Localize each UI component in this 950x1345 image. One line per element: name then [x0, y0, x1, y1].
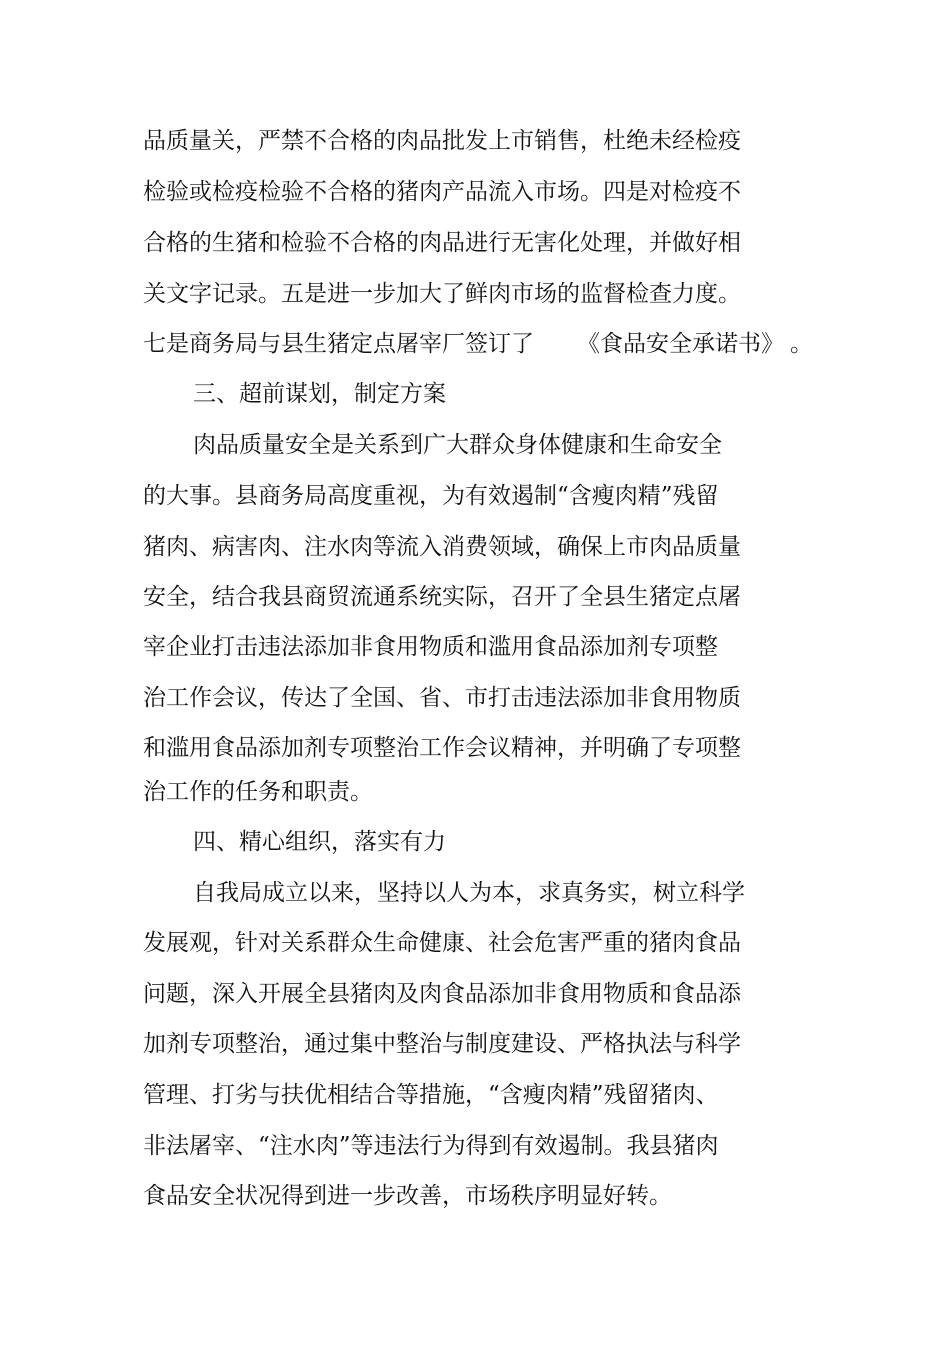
text-line: 品质量关，严禁不合格的肉品批发上市销售，杜绝未经检疫 [143, 128, 741, 154]
paragraph-start: 肉品质量安全是关系到广大群众身体健康和生命安全 [193, 432, 722, 458]
text-line: 加剂专项整治，通过集中整治与制度建设、严格执法与科学 [143, 1031, 741, 1057]
text-line: 安全，结合我县商贸流通系统实际，召开了全县生猪定点屠 [143, 584, 741, 610]
text-line: 检验或检疫检验不合格的猪肉产品流入市场。四是对检疫不 [143, 179, 741, 205]
text-line: 的大事。县商务局高度重视，为有效遏制“含瘦肉精”残留 [143, 483, 719, 509]
text-line: 问题，深入开展全县猪肉及肉食品添加非食用物质和食品添 [143, 981, 741, 1007]
text-line: 和滥用食品添加剂专项整治工作会议精神，并明确了专项整 [143, 735, 741, 761]
section-heading-3: 三、超前谋划，制定方案 [193, 381, 446, 407]
period-mark: 。 [790, 331, 813, 357]
paragraph-start: 自我局成立以来，坚持以人为本，求真务实，树立科学 [193, 880, 745, 906]
text-line: 宰企业打击违法添加非食用物质和滥用食品添加剂专项整 [143, 634, 718, 660]
text-line: 发展观，针对关系群众生命健康、社会危害严重的猪肉食品 [143, 930, 741, 956]
section-heading-4: 四、精心组织，落实有力 [193, 829, 446, 855]
text-line: 关文字记录。五是进一步加大了鲜肉市场的监督检查力度。 [143, 281, 741, 307]
text-segment: 七是商务局与县生猪定点屠宰厂签订了 [143, 331, 534, 357]
text-line: 合格的生猪和检验不合格的肉品进行无害化处理，并做好相 [143, 230, 741, 256]
book-title: 《食品安全承诺书》 [577, 331, 784, 357]
text-line: 治工作会议，传达了全国、省、市打击违法添加非食用物质 [143, 685, 741, 711]
text-line: 治工作的任务和职责。 [143, 779, 373, 805]
text-line: 非法屠宰、“注水肉”等违法行为得到有效遏制。我县猪肉 [143, 1133, 719, 1159]
text-line [0, 324, 950, 364]
text-line: 食品安全状况得到进一步改善，市场秩序明显好转。 [143, 1183, 672, 1209]
text-line: 猪肉、病害肉、注水肉等流入消费领域，确保上市肉品质量 [143, 534, 741, 560]
text-line: 管理、打劣与扶优相结合等措施，“含瘦肉精”残留猪肉、 [143, 1082, 719, 1108]
